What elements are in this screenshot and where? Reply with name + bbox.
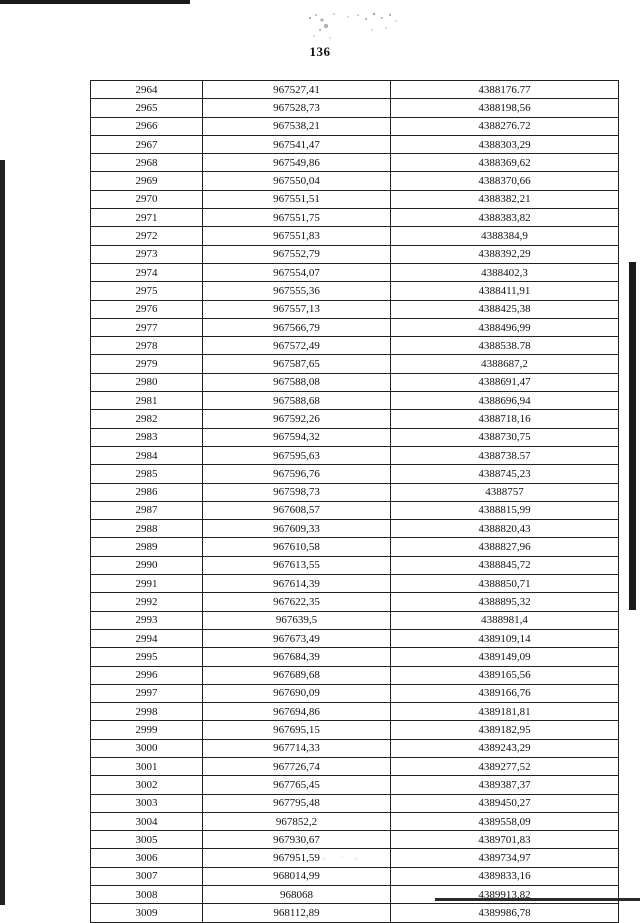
x-coordinate-cell: 967613,55: [203, 556, 391, 574]
x-coordinate-cell: 967639,5: [203, 611, 391, 629]
y-coordinate-cell: 4388496,99: [391, 318, 619, 336]
y-coordinate-cell: 4388827,96: [391, 538, 619, 556]
y-coordinate-cell: 4388303,29: [391, 135, 619, 153]
scan-edge-right: [629, 262, 636, 610]
point-number-cell: 3008: [91, 886, 203, 904]
table-row: [91, 648, 619, 666]
x-coordinate-cell: 967765,45: [203, 776, 391, 794]
point-number-cell: 2979: [91, 355, 203, 373]
table-row: [91, 81, 619, 99]
point-number-cell: 2988: [91, 520, 203, 538]
y-coordinate-cell: 4388687,2: [391, 355, 619, 373]
point-number-cell: 2989: [91, 538, 203, 556]
y-coordinate-cell: 4389243,29: [391, 739, 619, 757]
y-coordinate-cell: 4389109,14: [391, 629, 619, 647]
point-number-cell: 2965: [91, 99, 203, 117]
point-number-cell: 3004: [91, 812, 203, 830]
point-number-cell: 2976: [91, 300, 203, 318]
x-coordinate-cell: 967552,79: [203, 245, 391, 263]
point-number-cell: 2997: [91, 684, 203, 702]
table-row: [91, 337, 619, 355]
coordinates-table: [90, 80, 619, 923]
point-number-cell: 3005: [91, 831, 203, 849]
y-coordinate-cell: 4389277,52: [391, 757, 619, 775]
point-number-cell: 2987: [91, 501, 203, 519]
y-coordinate-cell: 4388382,21: [391, 190, 619, 208]
table-row: [91, 629, 619, 647]
point-number-cell: 2994: [91, 629, 203, 647]
table-row: [91, 831, 619, 849]
table-row: [91, 703, 619, 721]
table-row: [91, 483, 619, 501]
x-coordinate-cell: 967951,59: [203, 849, 391, 867]
y-coordinate-cell: 4389166,76: [391, 684, 619, 702]
x-coordinate-cell: 967852,2: [203, 812, 391, 830]
coordinates-table-body: [91, 81, 619, 923]
x-coordinate-cell: 967566,79: [203, 318, 391, 336]
table-row: [91, 812, 619, 830]
y-coordinate-cell: 4388370,66: [391, 172, 619, 190]
point-number-cell: 2985: [91, 465, 203, 483]
x-coordinate-cell: 967594,32: [203, 428, 391, 446]
table-row: [91, 721, 619, 739]
table-row: [91, 776, 619, 794]
x-coordinate-cell: 967596,76: [203, 465, 391, 483]
y-coordinate-cell: 4388384,9: [391, 227, 619, 245]
point-number-cell: 2984: [91, 446, 203, 464]
x-coordinate-cell: 967551,75: [203, 209, 391, 227]
y-coordinate-cell: 4388383,82: [391, 209, 619, 227]
y-coordinate-cell: 4389701,83: [391, 831, 619, 849]
x-coordinate-cell: 967622,35: [203, 593, 391, 611]
y-coordinate-cell: 4388696,94: [391, 392, 619, 410]
table-row: [91, 410, 619, 428]
point-number-cell: 2986: [91, 483, 203, 501]
point-number-cell: 2992: [91, 593, 203, 611]
table-row: [91, 501, 619, 519]
y-coordinate-cell: 4388815,99: [391, 501, 619, 519]
x-coordinate-cell: 967694,86: [203, 703, 391, 721]
table-row: [91, 757, 619, 775]
point-number-cell: 3009: [91, 904, 203, 922]
table-row: [91, 446, 619, 464]
table-row: [91, 245, 619, 263]
table-row: [91, 263, 619, 281]
scan-smudge-bottom-icon: [290, 852, 370, 864]
y-coordinate-cell: 4388369,62: [391, 154, 619, 172]
scan-edge-top: [0, 0, 190, 4]
point-number-cell: 2968: [91, 154, 203, 172]
point-number-cell: 2993: [91, 611, 203, 629]
y-coordinate-cell: 4388745,23: [391, 465, 619, 483]
y-coordinate-cell: 4388981,4: [391, 611, 619, 629]
y-coordinate-cell: 4389558,09: [391, 812, 619, 830]
y-coordinate-cell: 4388757: [391, 483, 619, 501]
point-number-cell: 2998: [91, 703, 203, 721]
table-row: [91, 300, 619, 318]
point-number-cell: 3003: [91, 794, 203, 812]
table-row: [91, 794, 619, 812]
x-coordinate-cell: 967673,49: [203, 629, 391, 647]
point-number-cell: 3002: [91, 776, 203, 794]
table-row: [91, 593, 619, 611]
y-coordinate-cell: 4389387,37: [391, 776, 619, 794]
x-coordinate-cell: 968112,89: [203, 904, 391, 922]
scan-edge-left: [0, 160, 5, 905]
x-coordinate-cell: 967695,15: [203, 721, 391, 739]
point-number-cell: 3000: [91, 739, 203, 757]
table-row: [91, 520, 619, 538]
point-number-cell: 2995: [91, 648, 203, 666]
table-row: [91, 886, 619, 904]
point-number-cell: 2975: [91, 282, 203, 300]
x-coordinate-cell: 967614,39: [203, 575, 391, 593]
x-coordinate-cell: 967550,04: [203, 172, 391, 190]
y-coordinate-cell: 4389833,16: [391, 867, 619, 885]
point-number-cell: 2967: [91, 135, 203, 153]
x-coordinate-cell: 967527,41: [203, 81, 391, 99]
x-coordinate-cell: 967609,33: [203, 520, 391, 538]
y-coordinate-cell: 4388845,72: [391, 556, 619, 574]
y-coordinate-cell: 4389181,81: [391, 703, 619, 721]
y-coordinate-cell: 4388820,43: [391, 520, 619, 538]
point-number-cell: 2972: [91, 227, 203, 245]
table-row: [91, 373, 619, 391]
y-coordinate-cell: 4388895,32: [391, 593, 619, 611]
x-coordinate-cell: 967554,07: [203, 263, 391, 281]
x-coordinate-cell: 967541,47: [203, 135, 391, 153]
table-row: [91, 209, 619, 227]
y-coordinate-cell: 4389182,95: [391, 721, 619, 739]
table-row: [91, 318, 619, 336]
table-row: [91, 611, 619, 629]
point-number-cell: 2973: [91, 245, 203, 263]
table-row: [91, 739, 619, 757]
x-coordinate-cell: 967557,13: [203, 300, 391, 318]
y-coordinate-cell: 4388738.57: [391, 446, 619, 464]
table-row: [91, 135, 619, 153]
table-row: [91, 556, 619, 574]
table-row: [91, 99, 619, 117]
point-number-cell: 2983: [91, 428, 203, 446]
point-number-cell: 2999: [91, 721, 203, 739]
point-number-cell: 2969: [91, 172, 203, 190]
y-coordinate-cell: 4389165,56: [391, 666, 619, 684]
y-coordinate-cell: 4388538.78: [391, 337, 619, 355]
x-coordinate-cell: 967572,49: [203, 337, 391, 355]
y-coordinate-cell: 4388691,47: [391, 373, 619, 391]
y-coordinate-cell: 4389450,27: [391, 794, 619, 812]
point-number-cell: 3006: [91, 849, 203, 867]
point-number-cell: 2971: [91, 209, 203, 227]
y-coordinate-cell: 4388425,38: [391, 300, 619, 318]
y-coordinate-cell: 4388850,71: [391, 575, 619, 593]
page-number: 136: [309, 44, 331, 59]
point-number-cell: 2980: [91, 373, 203, 391]
x-coordinate-cell: 967795,48: [203, 794, 391, 812]
table-row: [91, 227, 619, 245]
x-coordinate-cell: 967551,51: [203, 190, 391, 208]
stamp-smudge-icon: [300, 6, 410, 46]
point-number-cell: 2996: [91, 666, 203, 684]
y-coordinate-cell: 4388392,29: [391, 245, 619, 263]
x-coordinate-cell: 967726,74: [203, 757, 391, 775]
y-coordinate-cell: 4389734,97: [391, 849, 619, 867]
x-coordinate-cell: 967592,26: [203, 410, 391, 428]
point-number-cell: 2977: [91, 318, 203, 336]
x-coordinate-cell: 967551,83: [203, 227, 391, 245]
x-coordinate-cell: 967930,67: [203, 831, 391, 849]
table-row: [91, 428, 619, 446]
x-coordinate-cell: 967684,39: [203, 648, 391, 666]
y-coordinate-cell: 4388730,75: [391, 428, 619, 446]
point-number-cell: 3001: [91, 757, 203, 775]
table-row: [91, 117, 619, 135]
y-coordinate-cell: 4388718,16: [391, 410, 619, 428]
table-row: [91, 666, 619, 684]
y-coordinate-cell: 4389913,82: [391, 886, 619, 904]
point-number-cell: 2964: [91, 81, 203, 99]
x-coordinate-cell: 967610,58: [203, 538, 391, 556]
table-row: [91, 538, 619, 556]
table-row: [91, 904, 619, 922]
x-coordinate-cell: 967588,08: [203, 373, 391, 391]
y-coordinate-cell: 4388198,56: [391, 99, 619, 117]
table-row: [91, 465, 619, 483]
x-coordinate-cell: 968014,99: [203, 867, 391, 885]
y-coordinate-cell: 4388402,3: [391, 263, 619, 281]
table-row: [91, 154, 619, 172]
table-row: [91, 190, 619, 208]
table-row: [91, 575, 619, 593]
x-coordinate-cell: 967714,33: [203, 739, 391, 757]
table-row: [91, 355, 619, 373]
table-row: [91, 282, 619, 300]
point-number-cell: 3007: [91, 867, 203, 885]
y-coordinate-cell: 4388411,91: [391, 282, 619, 300]
x-coordinate-cell: 967549,86: [203, 154, 391, 172]
x-coordinate-cell: 967689,68: [203, 666, 391, 684]
x-coordinate-cell: 968068: [203, 886, 391, 904]
point-number-cell: 2991: [91, 575, 203, 593]
table-row: [91, 392, 619, 410]
point-number-cell: 2990: [91, 556, 203, 574]
point-number-cell: 2978: [91, 337, 203, 355]
x-coordinate-cell: 967595,63: [203, 446, 391, 464]
table-row: [91, 867, 619, 885]
point-number-cell: 2970: [91, 190, 203, 208]
table-row: [91, 172, 619, 190]
y-coordinate-cell: 4389149,09: [391, 648, 619, 666]
x-coordinate-cell: 967598,73: [203, 483, 391, 501]
x-coordinate-cell: 967608,57: [203, 501, 391, 519]
table-row: [91, 684, 619, 702]
point-number-cell: 2981: [91, 392, 203, 410]
point-number-cell: 2982: [91, 410, 203, 428]
x-coordinate-cell: 967555,36: [203, 282, 391, 300]
x-coordinate-cell: 967528,73: [203, 99, 391, 117]
y-coordinate-cell: 4388276.72: [391, 117, 619, 135]
x-coordinate-cell: 967588,68: [203, 392, 391, 410]
y-coordinate-cell: 4388176.77: [391, 81, 619, 99]
point-number-cell: 2974: [91, 263, 203, 281]
x-coordinate-cell: 967690,09: [203, 684, 391, 702]
x-coordinate-cell: 967538,21: [203, 117, 391, 135]
y-coordinate-cell: 4389986,78: [391, 904, 619, 922]
point-number-cell: 2966: [91, 117, 203, 135]
x-coordinate-cell: 967587,65: [203, 355, 391, 373]
